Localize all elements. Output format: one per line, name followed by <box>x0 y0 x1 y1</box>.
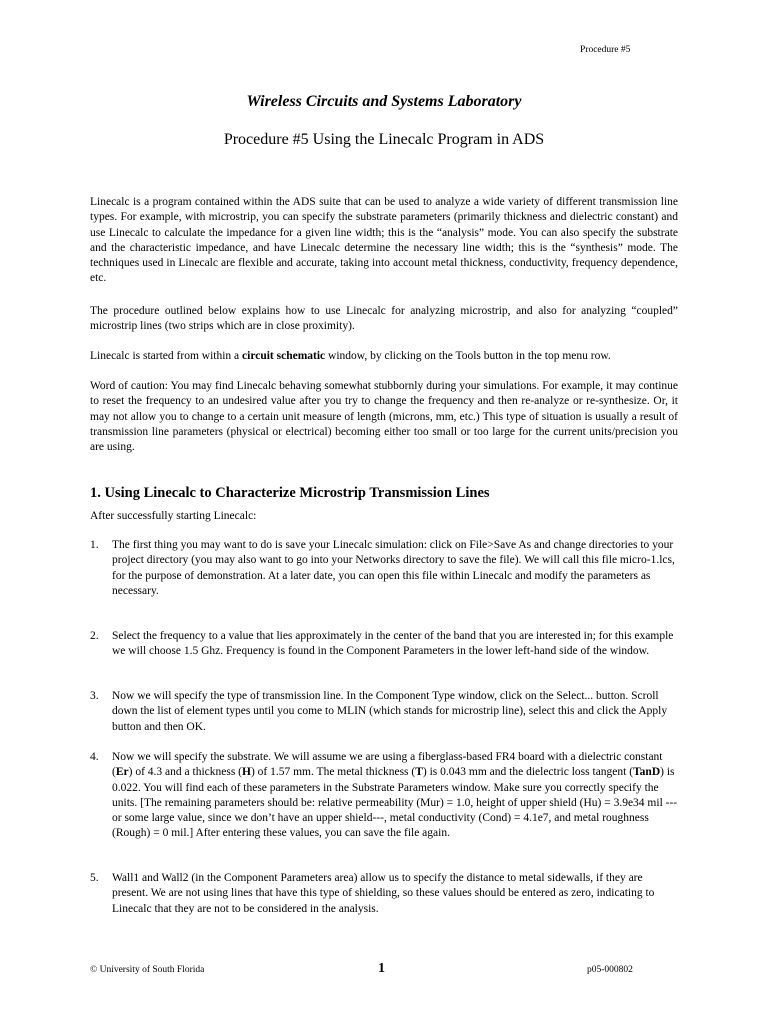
step-text: Wall1 and Wall2 (in the Component Parameters area) allow us to specify the distance to metal sidewalls, if they are present. We are not using lines that have this type of shielding, so these values should be entered as zero, indicating to Linecalc that they are not to be considered in the analysis. <box>112 872 655 915</box>
step-2 <box>90 629 680 660</box>
p3-pre: Linecalc is started from within a <box>90 350 243 362</box>
step-number: 1. <box>90 539 99 551</box>
er-term: Er <box>115 766 129 779</box>
step-number: 3. <box>90 690 99 702</box>
lab-title: Wireless Circuits and Systems Laboratory <box>246 93 522 110</box>
circuit-schematic-term: circuit schematic <box>242 350 326 362</box>
step-text: The first thing you may want to do is save your Linecalc simulation: click on File>Save As and change directories to your project directory (you may also want to go into your Networks directory to save the file). We will call this file micro-1.lcs, for the purpose of demonstration. At a later date, you can open this file within Linecalc and modify the parameters as necessary. <box>112 539 675 597</box>
page-header-label: Procedure #5 <box>580 45 631 55</box>
t-term: T <box>415 766 423 779</box>
h-term: H <box>242 766 251 779</box>
footer-copyright: © University of South Florida <box>90 965 205 975</box>
step-text: Now we will specify the type of transmission line. In the Component Type window, click on the Select... button. Scroll down the list of element types until you come to MLIN (which stands for microstrip line), select this and click the Apply button and then OK. <box>112 690 668 733</box>
step-text: Select the frequency to a value that lies approximately in the center of the band that you are interested in; for this example we will choose 1.5 Ghz. Frequency is found in the Component Parameters in the lower left-hand side of the window. <box>112 630 674 658</box>
footer-page-number: 1 <box>378 961 385 976</box>
step-5 <box>90 871 680 917</box>
step-number: 4. <box>90 751 99 763</box>
caution-paragraph: Word of caution: You may find Linecalc behaving somewhat stubbornly during your simulations. For example, it may continue to reset the frequency to an undesired value after you try to change the frequency and then re-analyze or re-synthesize. Or, it may not allow you to change to a certain unit measure of length (microns, mm, etc.) This type of situation is usually a result of transmission line parameters (physical or electrical) becoming either too small or too large for the current units/precision you are using. <box>90 380 678 454</box>
step-3 <box>90 689 680 735</box>
section-1-heading: 1. Using Linecalc to Characterize Microstrip Transmission Lines <box>90 485 490 501</box>
footer-document-id: p05-000802 <box>587 965 633 975</box>
step-4 <box>90 750 680 842</box>
step-text: Now we will specify the substrate. We will assume we are using a fiberglass-based FR4 board with a dielectric constant (Er) of 4.3 and a thickness (H) of 1.57 mm. The metal thickness (T) is 0.043 mm and the dielectric loss tangent (TanD) is 0.022. You will find each of these parameters in the Substrate Parameters window. Make sure you correctly specify the units. [The remaining parameters should be: relative permeability (Mur) = 1.0, height of upper shield (Hu) = 3.9e34 mil --- or some large value, since we don’t have an upper shield---, metal conductivity (Cond) = 4.1e7, and metal roughness (Rough) = 0 mil.] After entering these values, you can save the file again. <box>112 751 678 840</box>
intro-paragraph-2: The procedure outlined below explains how to use Linecalc for analyzing microstrip, and also for analyzing “coupled” microstrip lines (two strips which are in close proximity). <box>90 305 678 333</box>
intro-paragraph-3 <box>90 349 678 364</box>
section-1-lead: After successfully starting Linecalc: <box>90 510 257 522</box>
p3-post: window, by clicking on the Tools button in the top menu row. <box>325 350 611 362</box>
procedure-title: Procedure #5 Using the Linecalc Program in ADS <box>223 131 545 148</box>
intro-paragraph-1: Linecalc is a program contained within the ADS suite that can be used to analyze a wide variety of different transmission line types. For example, with microstrip, you can specify the substrate parameters (primarily thickness and dielectric constant) and use Linecalc to calculate the impedance for a given line width; this is the “analysis” mode. You can also specify the substrate and the characteristic impedance, and have Linecalc determine the necessary line width; this is the “synthesis” mode. The techniques used in Linecalc are flexible and accurate, taking into account metal thickness, conductivity, frequency dependence, etc. <box>90 196 678 285</box>
step-number: 2. <box>90 630 99 642</box>
step-1 <box>90 538 680 599</box>
step-number: 5. <box>90 872 99 884</box>
tand-term: TanD <box>633 766 661 779</box>
